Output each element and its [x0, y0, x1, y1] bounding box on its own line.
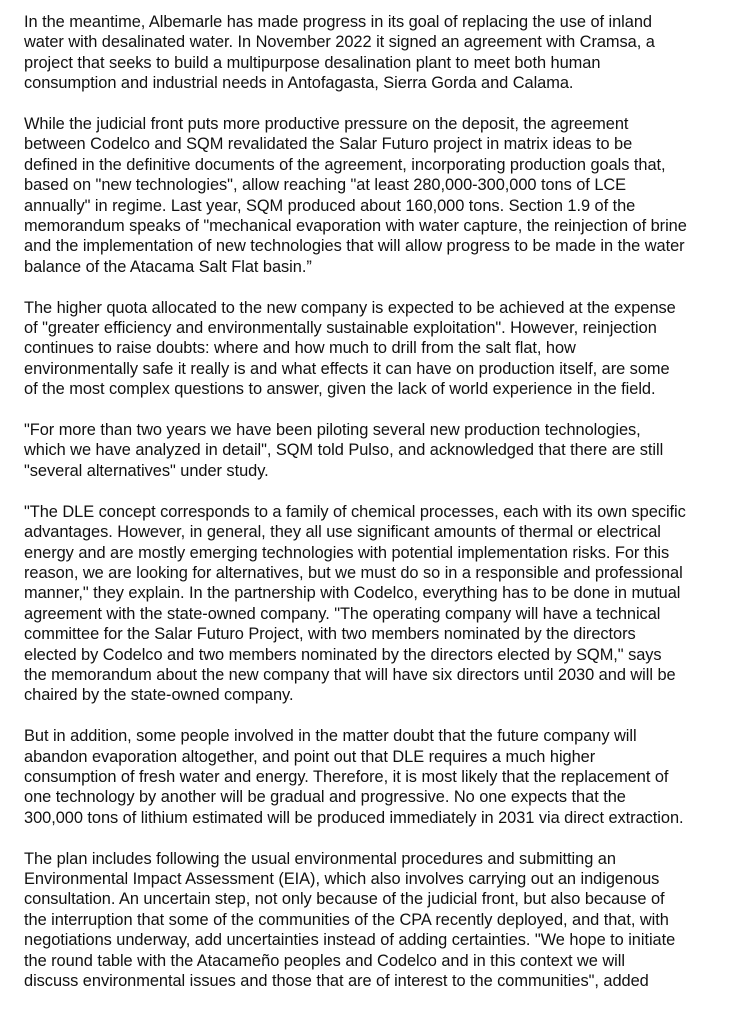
paragraph-salar-futuro-agreement: [24, 114, 724, 277]
text-line: the round table with the Atacameño peoples and Codelco and in this context we will: [24, 951, 625, 970]
text-line: consumption of fresh water and energy. Therefore, it is most likely that the replacement of: [24, 767, 669, 786]
text-line: and the implementation of new technologies that will allow progress to be made in the water: [24, 237, 685, 256]
text-line: chaired by the state-owned company.: [24, 686, 294, 705]
text-line: elected by Codelco and two members nominated by the directors elected by SQM," says: [24, 645, 662, 664]
text-line: Environmental Impact Assessment (EIA), which also involves carrying out an indigenous: [24, 869, 660, 888]
text-line: energy and are mostly emerging technologies with potential implementation risks. For this: [24, 543, 670, 562]
text-line: balance of the Atacama Salt Flat basin.”: [24, 257, 312, 276]
text-line: "several alternatives" under study.: [24, 461, 269, 480]
paragraph-reinjection-doubts: [24, 298, 724, 400]
text-line: of "greater efficiency and environmentally sustainable exploitation". However, reinjection: [24, 319, 657, 338]
text-line: consultation. An uncertain step, not only because of the judicial front, but also because of: [24, 890, 665, 909]
text-line: environmentally safe it really is and what effects it can have on production itself, are some: [24, 359, 670, 378]
text-line: "The DLE concept corresponds to a family of chemical processes, each with its own specific: [24, 502, 686, 521]
text-line: While the judicial front puts more productive pressure on the deposit, the agreement: [24, 115, 629, 134]
text-line: project that seeks to build a multipurpose desalination plant to meet both human: [24, 53, 601, 72]
text-line: defined in the definitive documents of the agreement, incorporating production goals that,: [24, 155, 666, 174]
text-line: The plan includes following the usual environmental procedures and submitting an: [24, 849, 616, 868]
text-line: discuss environmental issues and those that are of interest to the communities", added: [24, 972, 649, 990]
text-line: water with desalinated water. In November 2022 it signed an agreement with Cramsa, a: [24, 33, 655, 52]
text-line: In the meantime, Albemarle has made progress in its goal of replacing the use of inland: [24, 13, 652, 31]
text-line: the interruption that some of the communities of the CPA recently deployed, and that, with: [24, 910, 669, 929]
text-line: "For more than two years we have been piloting several new production technologies,: [24, 421, 641, 440]
text-line: continues to raise doubts: where and how much to drill from the salt flat, how: [24, 339, 576, 358]
document-body: [24, 12, 724, 1012]
text-line: reason, we are looking for alternatives, but we must do so in a responsible and professional: [24, 563, 683, 582]
paragraph-sqm-piloting: [24, 420, 724, 481]
text-line: the memorandum about the new company that will have six directors until 2030 and will be: [24, 665, 676, 684]
text-line: 300,000 tons of lithium estimated will be produced immediately in 2031 via direct extraction.: [24, 808, 684, 827]
text-line: of the most complex questions to answer, given the lack of world experience in the field.: [24, 380, 656, 399]
text-line: one technology by another will be gradual and progressive. No one expects that the: [24, 788, 626, 807]
paragraph-environmental-procedures: [24, 849, 724, 992]
paragraph-dle-concept: [24, 502, 724, 706]
text-line: abandon evaporation altogether, and point out that DLE requires a much higher: [24, 747, 596, 766]
text-line: The higher quota allocated to the new company is expected to be achieved at the expense: [24, 298, 676, 317]
paragraph-evaporation-doubts: [24, 726, 724, 828]
text-line: consumption and industrial needs in Antofagasta, Sierra Gorda and Calama.: [24, 74, 574, 93]
text-line: based on "new technologies", allow reaching "at least 280,000-300,000 tons of LCE: [24, 176, 627, 195]
text-line: negotiations underway, add uncertainties instead of adding certainties. "We hope to initiate: [24, 931, 676, 950]
text-line: between Codelco and SQM revalidated the Salar Futuro project in matrix ideas to be: [24, 135, 633, 154]
text-line: agreement with the state-owned company. "The operating company will have a technical: [24, 604, 661, 623]
paragraph-albemarle-desalination: [24, 12, 724, 94]
text-line: manner," they explain. In the partnership with Codelco, everything has to be done in mutual: [24, 584, 681, 603]
text-line: advantages. However, in general, they all use significant amounts of thermal or electrical: [24, 523, 661, 542]
text-line: But in addition, some people involved in the matter doubt that the future company will: [24, 727, 637, 746]
text-line: annually" in regime. Last year, SQM produced about 160,000 tons. Section 1.9 of the: [24, 196, 636, 215]
text-line: which we have analyzed in detail", SQM told Pulso, and acknowledged that there are still: [24, 441, 664, 460]
text-line: memorandum speaks of "mechanical evaporation with water capture, the reinjection of brine: [24, 217, 687, 236]
text-line: committee for the Salar Futuro Project, with two members nominated by the directors: [24, 625, 636, 644]
